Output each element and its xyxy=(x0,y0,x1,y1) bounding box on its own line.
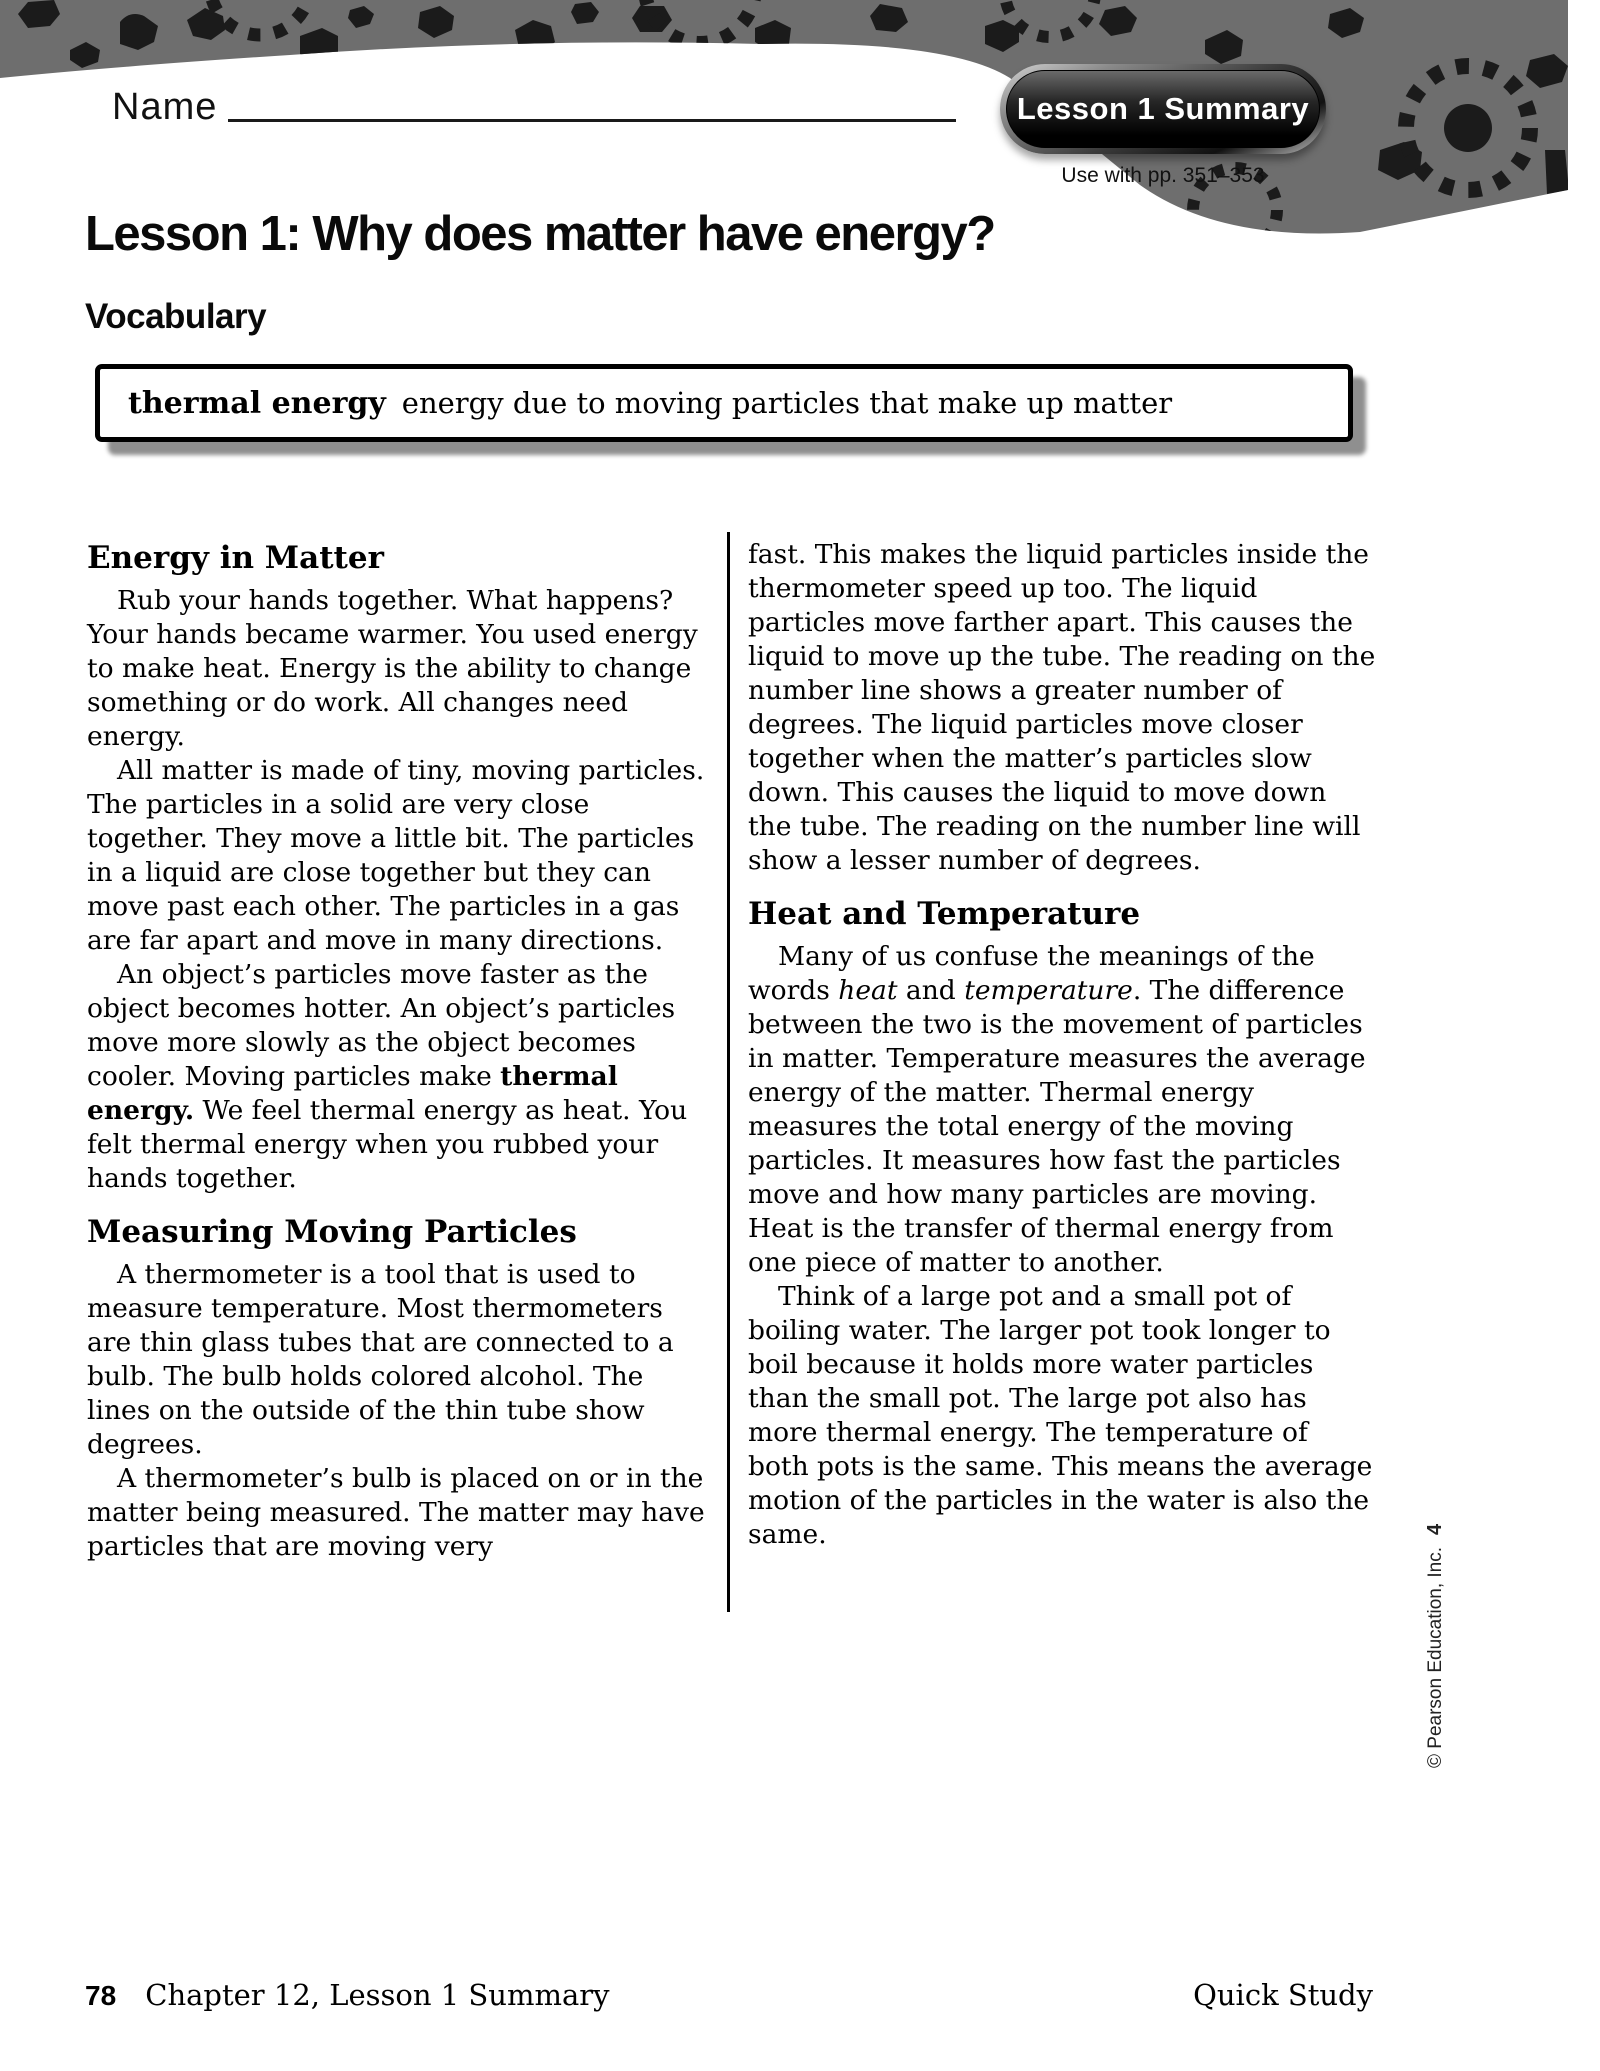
vocabulary-heading: Vocabulary xyxy=(85,297,267,336)
paragraph-text: Many of us confuse the meanings of the words xyxy=(748,941,1315,1006)
footer-left xyxy=(85,1978,610,2012)
vocab-term: thermal energy xyxy=(128,385,386,421)
paragraph-text: We feel thermal energy as heat. You felt thermal energy when you rubbed your hands together. xyxy=(87,1095,688,1194)
section-heading-measuring-moving-particles: Measuring Moving Particles xyxy=(87,1214,577,1250)
use-with-note: Use with pp. 351–353 xyxy=(1061,164,1265,187)
lesson-summary-badge xyxy=(1000,64,1326,154)
name-label: Name xyxy=(112,86,218,128)
copyright-text: © Pearson Education, Inc. xyxy=(1425,1546,1446,1768)
page-number: 78 xyxy=(85,1980,117,2011)
chapter-label: Chapter 12, Lesson 1 Summary xyxy=(145,1978,610,2012)
left-column xyxy=(87,538,709,1564)
vocabulary-box xyxy=(95,364,1353,442)
paragraph-text: An object’s particles move faster as the object becomes hotter. An object’s particles move more slowly as the object becomes cooler. Moving particles make xyxy=(87,959,676,1092)
italic-term-temperature: temperature xyxy=(964,975,1133,1006)
name-row xyxy=(112,86,217,129)
paragraph: A thermometer’s bulb is placed on or in the matter being measured. The matter may have particles that are moving very xyxy=(87,1463,705,1562)
paragraph: fast. This makes the liquid particles inside the thermometer speed up too. The liquid particles move farther apart. This causes the liquid to move up the tube. The reading on the number line shows a greater number of degrees. The liquid particles move closer together when the matter’s particles slow down. This causes the liquid to move down the tube. The reading on the number line will show a lesser number of degrees. xyxy=(748,539,1376,876)
paragraph xyxy=(87,958,709,1196)
paragraph: All matter is made of tiny, moving particles. The particles in a solid are very close together. They move a little bit. The particles in a liquid are close together but they can move past each other. The particles in a gas are far apart and move in many directions. xyxy=(87,755,705,956)
page-footer xyxy=(85,1978,1373,2012)
paragraph: Rub your hands together. What happens? Your hands became warmer. You used energy to make heat. Energy is the ability to change something or do work. All changes need energy. xyxy=(87,585,698,752)
quick-study-label: Quick Study xyxy=(1193,1978,1373,2012)
copyright-sidebar xyxy=(1424,1524,1447,1768)
paragraph: Think of a large pot and a small pot of boiling water. The larger pot took longer to boil because it holds more water particles than the small pot. The large pot also has more thermal energy. The temperature of both pots is the same. This means the average motion of the particles in the water is also the same. xyxy=(748,1281,1373,1550)
paragraph-text: and xyxy=(897,975,965,1006)
name-write-line[interactable] xyxy=(228,119,956,122)
edition-number: 4 xyxy=(1424,1523,1446,1535)
section-heading-heat-and-temperature: Heat and Temperature xyxy=(748,896,1141,932)
vocab-definition: energy due to moving particles that make up matter xyxy=(401,386,1173,420)
badge-label: Lesson 1 Summary xyxy=(1016,91,1310,126)
paragraph: A thermometer is a tool that is used to measure temperature. Most thermometers are thin glass tubes that are connected to a bulb. The bulb holds colored alcohol. The lines on the outside of the thin tube show degrees. xyxy=(87,1259,674,1460)
column-divider xyxy=(727,532,730,1612)
lesson-summary-badge-inner xyxy=(1006,70,1320,148)
section-heading-energy-in-matter: Energy in Matter xyxy=(87,540,384,576)
paragraph xyxy=(748,940,1376,1280)
bold-key-term: thermal energy. xyxy=(87,1061,618,1126)
paragraph-text: . The difference between the two is the movement of particles in matter. Temperature measures the average energy of the matter. Thermal energy measures the total energy of the moving particles. It measures how fast the particles move and how many particles are moving. Heat is the transfer of thermal energy from one piece of matter to another. xyxy=(748,975,1366,1278)
italic-term-heat: heat xyxy=(838,975,898,1006)
right-column xyxy=(748,538,1376,1552)
page-title: Lesson 1: Why does matter have energy? xyxy=(85,207,995,261)
